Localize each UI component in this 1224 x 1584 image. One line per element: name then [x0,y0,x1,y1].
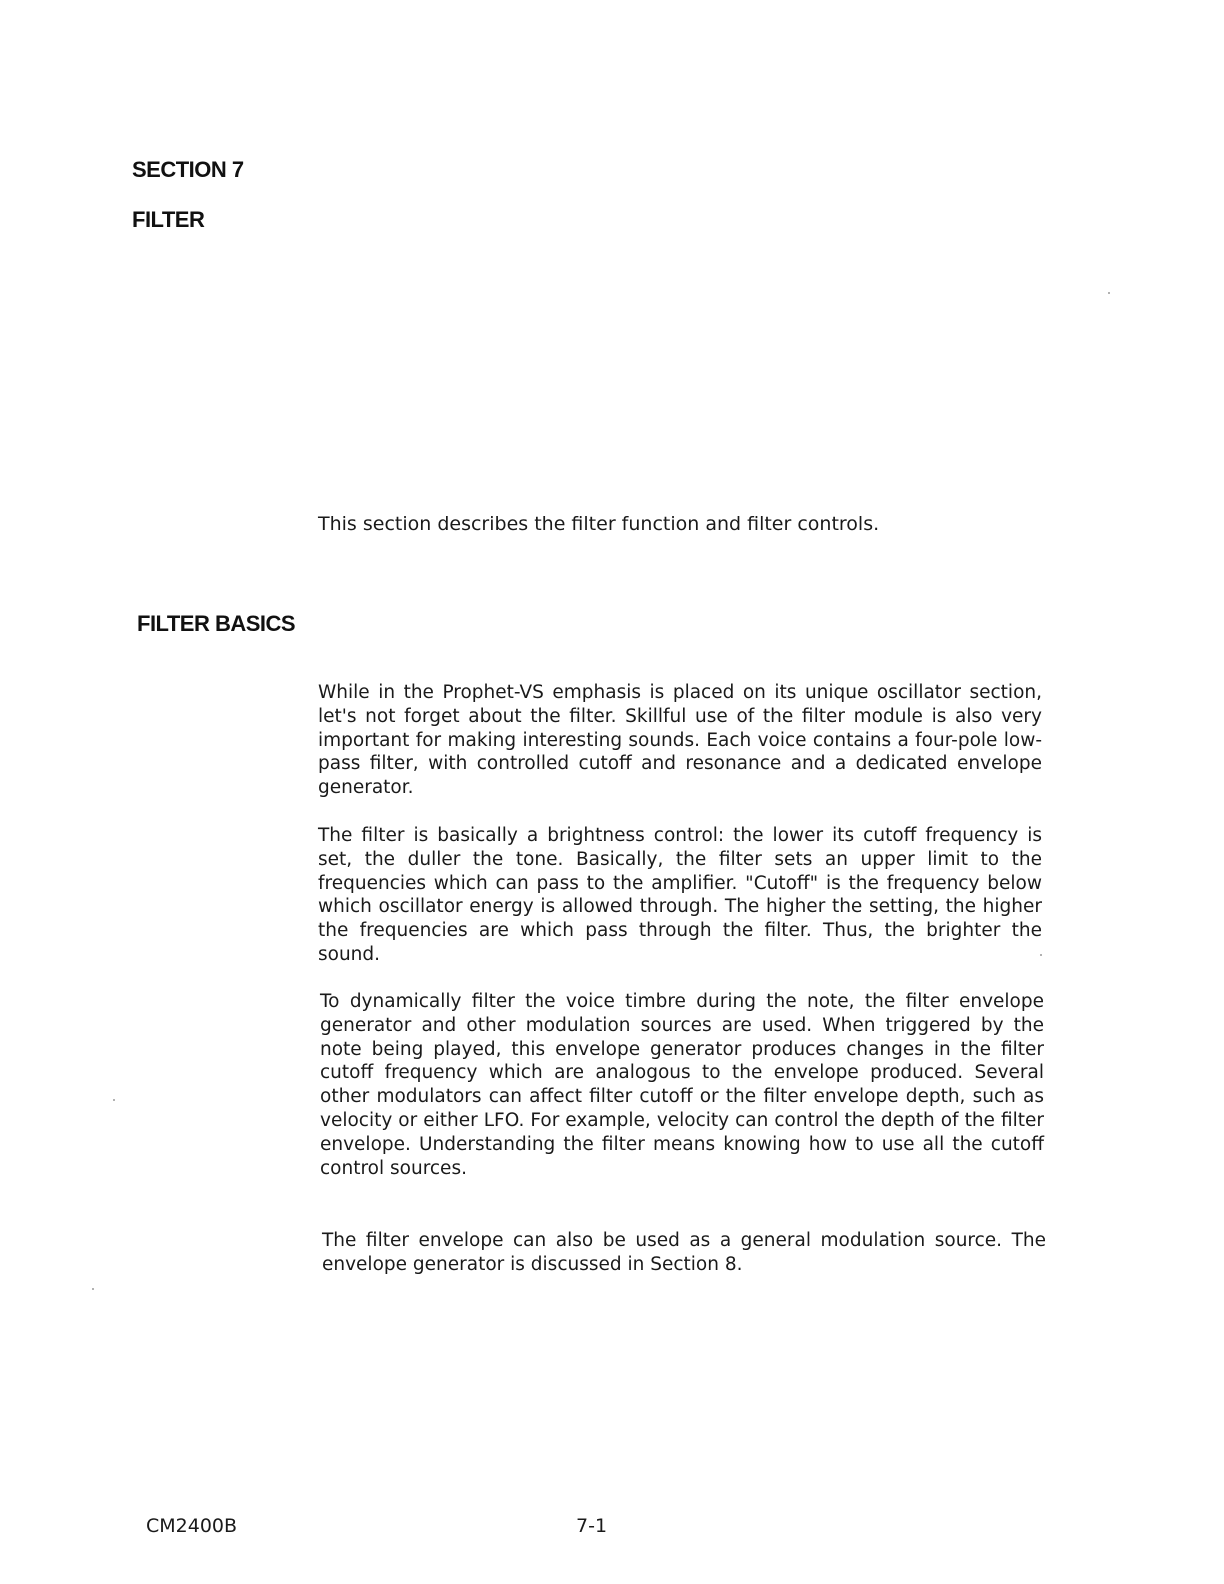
page-number: 7-1 [576,1515,608,1537]
section-number: SECTION 7 [132,157,244,182]
paragraph: The filter envelope can also be used as a general modulation source. The envelope generator is discussed in Section 8. [322,1230,1046,1275]
scan-speck [1040,954,1042,956]
paragraph: The filter is basically a brightness control: the lower its cutoff frequency is set, the duller the tone. Basically, the filter sets an upper limit to the frequencies which can pass to the amplifier. "Cutoff" is the frequency below which oscillator energy is allowed through. The higher the setting, the higher the frequencies are which pass through the filter. Thus, the brighter the sound. [318,825,1042,965]
paragraph: To dynamically filter the voice timbre during the note, the filter envelope generator and other modulation sources are used. When triggered by the note being played, this envelope generator produces changes in the filter cutoff frequency which are analogous to the envelope produced. Several other modulators can affect filter cutoff or the filter envelope depth, such as velocity or either LFO. For example, velocity can control the depth of the filter envelope. Understanding the filter means knowing how to use all the cutoff control sources. [320,991,1044,1179]
scan-speck [1108,292,1110,294]
subsection-title: FILTER BASICS [137,611,296,636]
intro-text: This section describes the filter function and filter controls. [318,513,880,535]
section-title: FILTER [132,207,205,232]
scan-speck [92,1288,94,1290]
scan-speck [113,1099,115,1101]
document-code: CM2400B [146,1515,238,1537]
paragraph: While in the Prophet-VS emphasis is placed on its unique oscillator section, let's not forget about the filter. Skillful use of the filter module is also very important for making interesting sounds. Each voice contains a four-pole low-pass filter, with controlled cutoff and resonance and a dedicated envelope generator. [318,682,1042,799]
